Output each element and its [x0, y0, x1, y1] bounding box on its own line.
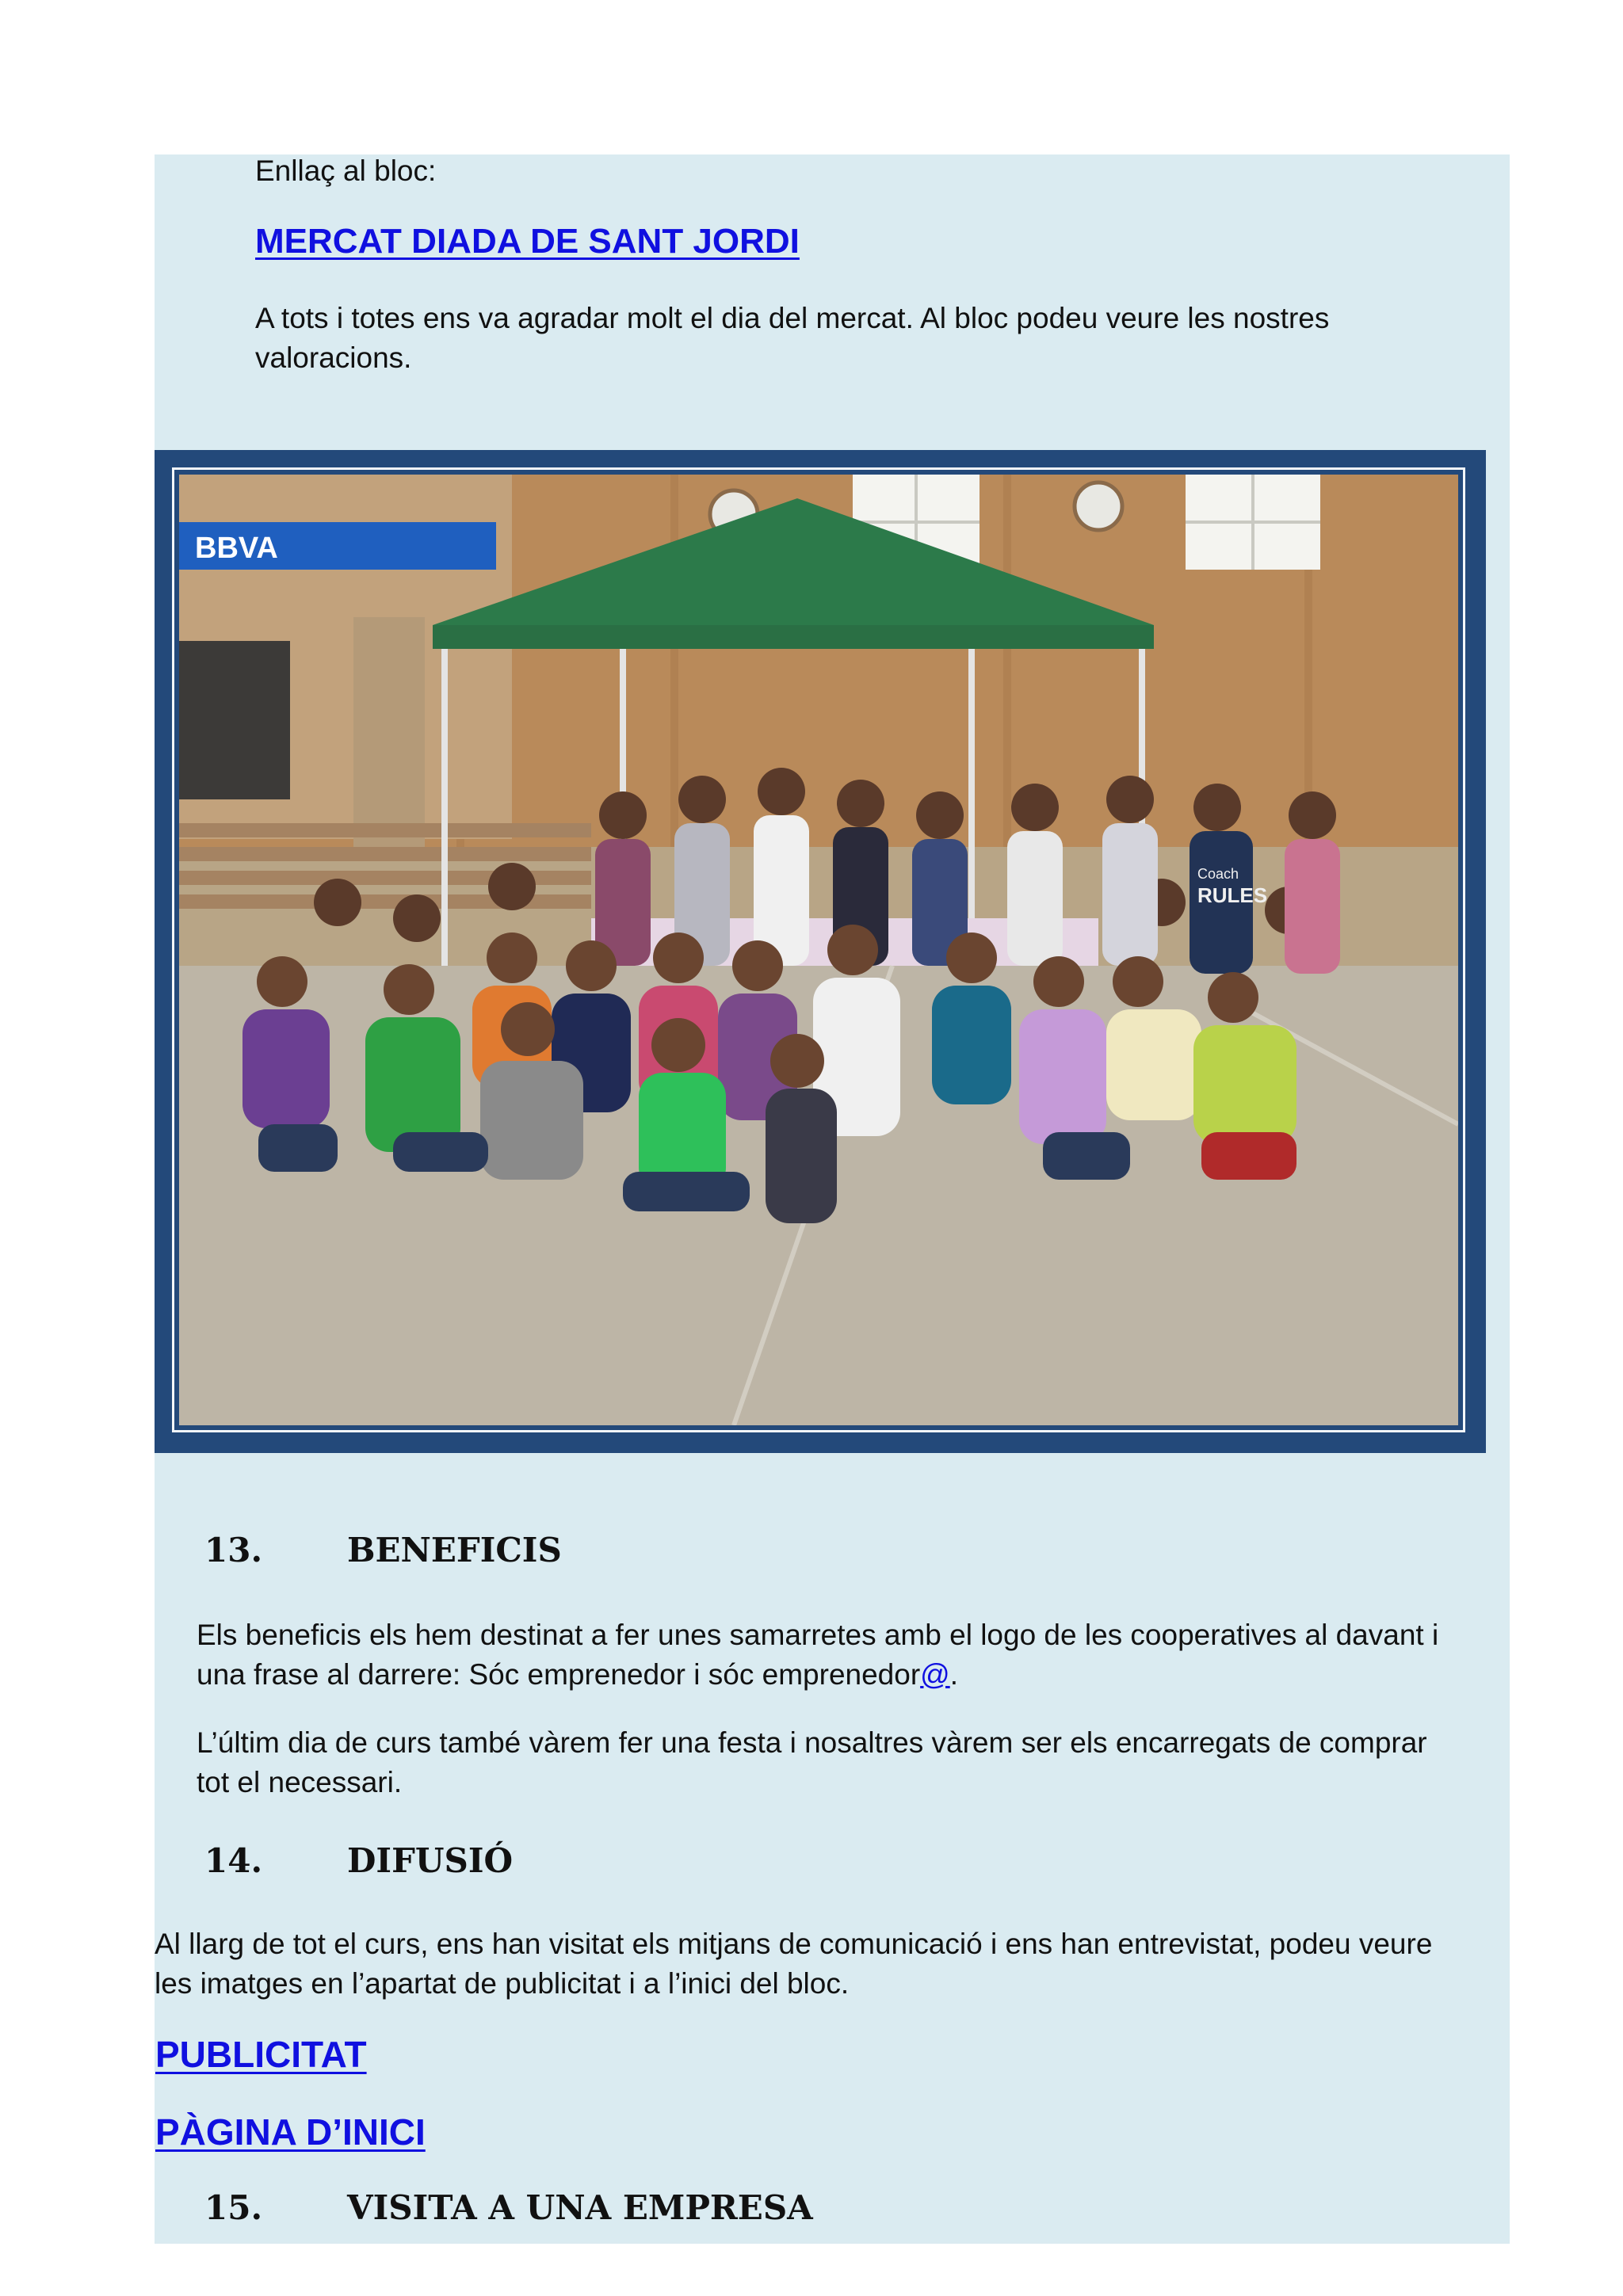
market-text-line-2: valoracions.	[255, 341, 412, 374]
at-link[interactable]: @	[920, 1658, 950, 1691]
photo-frame	[155, 450, 1486, 1453]
bank-sign-text: BBVA	[195, 532, 278, 565]
publicitat-link[interactable]: PUBLICITAT	[155, 2034, 367, 2075]
photo-border	[172, 467, 1465, 1432]
section-title: BENEFICIS	[347, 1531, 562, 1569]
difusio-line-1: Al llarg de tot el curs, ens han visitat els mitjans de comunicació i ens han entrevistat, podeu veure	[155, 1928, 1433, 1960]
section-number: 13.	[204, 1531, 263, 1569]
beneficis-text: una frase al darrere: Sóc emprenedor i sóc emprenedor	[197, 1658, 921, 1691]
market-text-line-1: A tots i totes ens va agradar molt el dia del mercat. Al bloc podeu veure les nostres	[255, 302, 1330, 334]
section-heading-13	[204, 1531, 562, 1569]
period-text: .	[949, 1658, 958, 1691]
section-title: VISITA A UNA EMPRESA	[347, 2188, 813, 2227]
beneficis-p1-line-1: Els beneficis els hem destinat a fer unes samarretes amb el logo de les cooperatives al davant i	[197, 1619, 1439, 1651]
beneficis-p2-line-2: tot el necessari.	[197, 1766, 403, 1798]
group-photo	[179, 475, 1458, 1425]
difusio-line-2: les imatges en l’apartat de publicitat i a l’inici del bloc.	[155, 1967, 850, 2000]
beneficis-p2-line-1: L’últim dia de curs també vàrem fer una festa i nosaltres vàrem ser els encarregats de comprar	[197, 1726, 1427, 1759]
section-heading-15	[204, 2188, 813, 2227]
beneficis-p1-line-2	[197, 1654, 958, 1695]
section-heading-14	[204, 1841, 513, 1880]
market-link[interactable]: MERCAT DIADA DE SANT JORDI	[255, 222, 800, 261]
tshirt-text: Coach	[1197, 866, 1239, 882]
tshirt-text: RULES	[1197, 883, 1268, 907]
section-number: 14.	[204, 1841, 263, 1880]
pagina-inici-link[interactable]: PÀGINA D’INICI	[155, 2111, 426, 2153]
blog-link-label: Enllaç al bloc:	[255, 154, 437, 187]
section-title: DIFUSIÓ	[347, 1841, 514, 1880]
section-number: 15.	[204, 2188, 263, 2227]
